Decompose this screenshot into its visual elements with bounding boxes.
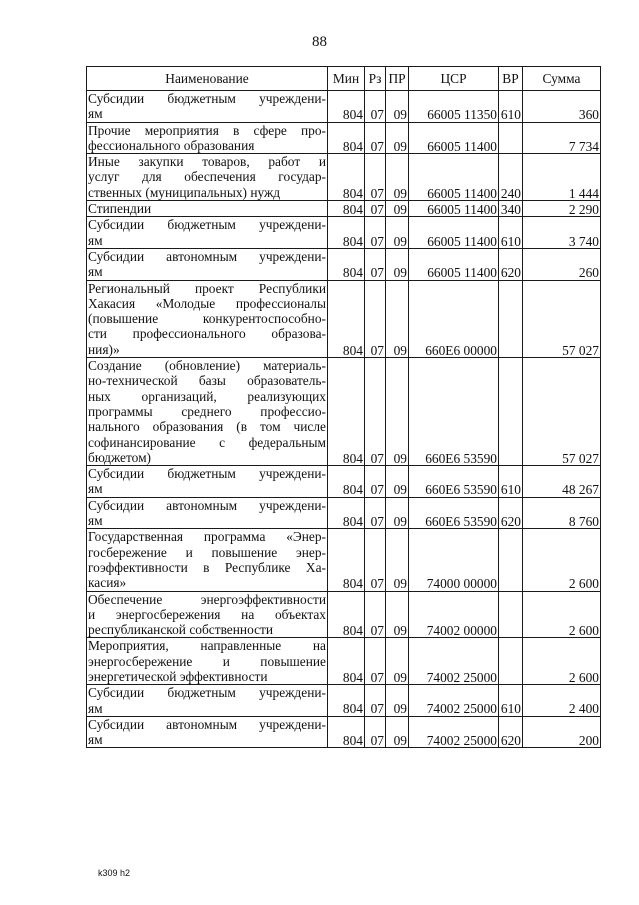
row-sum-cell: 2 600 bbox=[523, 638, 601, 685]
row-vr-cell: 620 bbox=[499, 248, 523, 280]
row-rz-cell: 07 bbox=[365, 497, 386, 529]
row-min-cell: 804 bbox=[328, 154, 365, 201]
row-name-line: ям bbox=[88, 232, 103, 248]
table-header-row bbox=[87, 67, 601, 91]
row-name-line: касия» bbox=[88, 575, 127, 591]
footer-code: k309 h2 bbox=[98, 868, 131, 878]
row-name-line: фессионального образования bbox=[88, 137, 255, 153]
table-row bbox=[87, 201, 601, 217]
row-min-cell: 804 bbox=[328, 201, 365, 217]
row-min-cell: 804 bbox=[328, 638, 365, 685]
row-name-cell bbox=[87, 248, 328, 280]
row-csr-cell: 660E6 53590 bbox=[409, 497, 499, 529]
row-pr-cell: 09 bbox=[386, 358, 409, 466]
row-name-line: ям bbox=[88, 106, 103, 122]
column-header-csr: ЦСР bbox=[409, 67, 499, 91]
column-header-name: Наименование bbox=[87, 67, 328, 91]
row-pr-cell: 09 bbox=[386, 638, 409, 685]
row-rz-cell: 07 bbox=[365, 122, 386, 154]
row-name-cell bbox=[87, 154, 328, 201]
row-vr-cell: 240 bbox=[499, 154, 523, 201]
table-row bbox=[87, 122, 601, 154]
row-name-line: Иные закупки товаров, работ и bbox=[88, 154, 326, 170]
column-header-pr: ПР bbox=[386, 67, 409, 91]
row-name-line: Стипендии bbox=[88, 201, 152, 217]
row-name-line: гоэффективности в Республике Ха- bbox=[88, 559, 326, 575]
row-min-cell: 804 bbox=[328, 358, 365, 466]
table-row bbox=[87, 466, 601, 498]
column-header-min: Мин bbox=[328, 67, 365, 91]
row-name-line: Субсидии бюджетным учреждени- bbox=[88, 217, 326, 233]
row-name-line: Субсидии бюджетным учреждени- bbox=[88, 91, 326, 106]
table-row bbox=[87, 358, 601, 466]
row-name-line: Мероприятия, направленные на bbox=[88, 638, 326, 654]
table-row bbox=[87, 154, 601, 201]
row-csr-cell: 660E6 00000 bbox=[409, 280, 499, 357]
row-name-line: энергетической эффективности bbox=[88, 668, 268, 684]
table-body bbox=[87, 91, 601, 748]
row-name-cell bbox=[87, 466, 328, 498]
row-name-line: но-технической базы образователь- bbox=[88, 373, 326, 389]
row-min-cell: 804 bbox=[328, 716, 365, 748]
page-number: 88 bbox=[312, 34, 327, 50]
row-name-cell bbox=[87, 685, 328, 717]
row-name-line: Субсидии бюджетным учреждени- bbox=[88, 685, 326, 701]
column-header-vr: ВР bbox=[499, 67, 523, 91]
row-name-line: республиканской собственности bbox=[88, 622, 274, 638]
row-vr-cell bbox=[499, 591, 523, 638]
row-csr-cell: 66005 11400 bbox=[409, 201, 499, 217]
row-vr-cell: 610 bbox=[499, 91, 523, 123]
row-name-line: ям bbox=[88, 732, 103, 748]
row-name-line: Хакасия «Молодые профессионалы bbox=[88, 295, 326, 311]
row-name-cell bbox=[87, 497, 328, 529]
row-min-cell: 804 bbox=[328, 122, 365, 154]
row-name-line: бюджетом) bbox=[88, 449, 152, 465]
row-sum-cell: 48 267 bbox=[523, 466, 601, 498]
column-header-rz: Рз bbox=[365, 67, 386, 91]
row-pr-cell: 09 bbox=[386, 154, 409, 201]
row-name-cell bbox=[87, 217, 328, 249]
table-row bbox=[87, 685, 601, 717]
row-csr-cell: 74002 25000 bbox=[409, 716, 499, 748]
row-sum-cell: 7 734 bbox=[523, 122, 601, 154]
row-csr-cell: 74002 25000 bbox=[409, 638, 499, 685]
row-vr-cell bbox=[499, 529, 523, 591]
row-pr-cell: 09 bbox=[386, 91, 409, 123]
row-vr-cell bbox=[499, 122, 523, 154]
row-pr-cell: 09 bbox=[386, 529, 409, 591]
row-rz-cell: 07 bbox=[365, 466, 386, 498]
row-csr-cell: 660E6 53590 bbox=[409, 466, 499, 498]
row-sum-cell: 57 027 bbox=[523, 358, 601, 466]
row-name-line: программы среднего профессио- bbox=[88, 403, 326, 419]
budget-table bbox=[86, 66, 601, 748]
table-row bbox=[87, 591, 601, 638]
row-min-cell: 804 bbox=[328, 466, 365, 498]
row-vr-cell bbox=[499, 358, 523, 466]
row-rz-cell: 07 bbox=[365, 591, 386, 638]
row-rz-cell: 07 bbox=[365, 358, 386, 466]
row-name-cell bbox=[87, 716, 328, 748]
row-name-line: ных организаций, реализующих bbox=[88, 388, 326, 404]
row-sum-cell: 200 bbox=[523, 716, 601, 748]
column-header-sum: Сумма bbox=[523, 67, 601, 91]
row-sum-cell: 360 bbox=[523, 91, 601, 123]
row-name-line: энергосбережение и повышение bbox=[88, 653, 326, 669]
row-pr-cell: 09 bbox=[386, 280, 409, 357]
row-sum-cell: 1 444 bbox=[523, 154, 601, 201]
row-name-line: ям bbox=[88, 481, 103, 497]
row-vr-cell bbox=[499, 280, 523, 357]
row-name-line: Субсидии автономным учреждени- bbox=[88, 716, 326, 732]
row-name-line: ственных (муниципальных) нужд bbox=[88, 184, 281, 200]
row-pr-cell: 09 bbox=[386, 201, 409, 217]
table-row bbox=[87, 529, 601, 591]
row-min-cell: 804 bbox=[328, 497, 365, 529]
row-sum-cell: 57 027 bbox=[523, 280, 601, 357]
row-csr-cell: 66005 11400 bbox=[409, 248, 499, 280]
row-csr-cell: 66005 11400 bbox=[409, 154, 499, 201]
row-rz-cell: 07 bbox=[365, 217, 386, 249]
row-name-line: Субсидии бюджетным учреждени- bbox=[88, 466, 326, 482]
row-rz-cell: 07 bbox=[365, 201, 386, 217]
row-rz-cell: 07 bbox=[365, 154, 386, 201]
row-pr-cell: 09 bbox=[386, 248, 409, 280]
row-name-cell bbox=[87, 91, 328, 123]
row-pr-cell: 09 bbox=[386, 466, 409, 498]
row-vr-cell: 620 bbox=[499, 497, 523, 529]
row-pr-cell: 09 bbox=[386, 685, 409, 717]
row-name-line: госбережение и повышение энер- bbox=[88, 544, 326, 560]
row-min-cell: 804 bbox=[328, 591, 365, 638]
row-pr-cell: 09 bbox=[386, 497, 409, 529]
row-rz-cell: 07 bbox=[365, 248, 386, 280]
row-rz-cell: 07 bbox=[365, 716, 386, 748]
row-rz-cell: 07 bbox=[365, 529, 386, 591]
row-csr-cell: 66005 11400 bbox=[409, 217, 499, 249]
row-csr-cell: 66005 11350 bbox=[409, 91, 499, 123]
row-vr-cell: 620 bbox=[499, 716, 523, 748]
row-name-line: ям bbox=[88, 513, 103, 529]
row-name-line: Создание (обновление) материаль- bbox=[88, 358, 326, 374]
row-min-cell: 804 bbox=[328, 280, 365, 357]
row-name-line: ния)» bbox=[88, 341, 120, 357]
row-pr-cell: 09 bbox=[386, 122, 409, 154]
row-name-line: (повышение конкурентоспособно- bbox=[88, 311, 326, 327]
row-rz-cell: 07 bbox=[365, 91, 386, 123]
table-row bbox=[87, 638, 601, 685]
row-name-cell bbox=[87, 638, 328, 685]
row-min-cell: 804 bbox=[328, 529, 365, 591]
row-vr-cell: 610 bbox=[499, 685, 523, 717]
row-name-line: ям bbox=[88, 264, 103, 280]
table-row bbox=[87, 217, 601, 249]
row-name-cell bbox=[87, 529, 328, 591]
row-vr-cell: 610 bbox=[499, 466, 523, 498]
row-min-cell: 804 bbox=[328, 685, 365, 717]
row-name-line: и энергосбережения на объектах bbox=[88, 606, 326, 622]
row-pr-cell: 09 bbox=[386, 716, 409, 748]
row-name-cell bbox=[87, 280, 328, 357]
row-sum-cell: 2 290 bbox=[523, 201, 601, 217]
row-csr-cell: 74000 00000 bbox=[409, 529, 499, 591]
row-name-line: софинансирование с федеральным bbox=[88, 434, 326, 450]
table-row bbox=[87, 280, 601, 357]
row-sum-cell: 2 400 bbox=[523, 685, 601, 717]
row-name-cell bbox=[87, 358, 328, 466]
row-name-line: Обеспечение энергоэффективности bbox=[88, 591, 326, 607]
row-name-line: Прочие мероприятия в сфере про- bbox=[88, 122, 326, 138]
row-min-cell: 804 bbox=[328, 248, 365, 280]
row-name-line: Региональный проект Республики bbox=[88, 280, 326, 296]
row-sum-cell: 3 740 bbox=[523, 217, 601, 249]
row-sum-cell: 2 600 bbox=[523, 529, 601, 591]
row-vr-cell: 610 bbox=[499, 217, 523, 249]
row-vr-cell: 340 bbox=[499, 201, 523, 217]
row-csr-cell: 74002 25000 bbox=[409, 685, 499, 717]
row-min-cell: 804 bbox=[328, 91, 365, 123]
row-csr-cell: 660E6 53590 bbox=[409, 358, 499, 466]
table-row bbox=[87, 716, 601, 748]
row-rz-cell: 07 bbox=[365, 280, 386, 357]
row-min-cell: 804 bbox=[328, 217, 365, 249]
row-pr-cell: 09 bbox=[386, 217, 409, 249]
row-csr-cell: 66005 11400 bbox=[409, 122, 499, 154]
row-name-line: услуг для обеспечения государ- bbox=[88, 169, 326, 185]
table-row bbox=[87, 497, 601, 529]
row-name-cell bbox=[87, 591, 328, 638]
row-name-line: Субсидии автономным учреждени- bbox=[88, 248, 326, 264]
row-rz-cell: 07 bbox=[365, 685, 386, 717]
row-rz-cell: 07 bbox=[365, 638, 386, 685]
row-name-line: Государственная программа «Энер- bbox=[88, 529, 326, 545]
table-row bbox=[87, 248, 601, 280]
row-csr-cell: 74002 00000 bbox=[409, 591, 499, 638]
row-name-cell bbox=[87, 122, 328, 154]
row-name-line: сти профессионального образова- bbox=[88, 326, 326, 342]
row-name-line: Субсидии автономным учреждени- bbox=[88, 497, 326, 513]
row-name-cell bbox=[87, 201, 328, 217]
row-pr-cell: 09 bbox=[386, 591, 409, 638]
row-sum-cell: 260 bbox=[523, 248, 601, 280]
row-vr-cell bbox=[499, 638, 523, 685]
row-sum-cell: 8 760 bbox=[523, 497, 601, 529]
row-name-line: ям bbox=[88, 700, 103, 716]
row-name-line: нального образования (в том числе bbox=[88, 419, 326, 435]
row-sum-cell: 2 600 bbox=[523, 591, 601, 638]
table-row bbox=[87, 91, 601, 123]
